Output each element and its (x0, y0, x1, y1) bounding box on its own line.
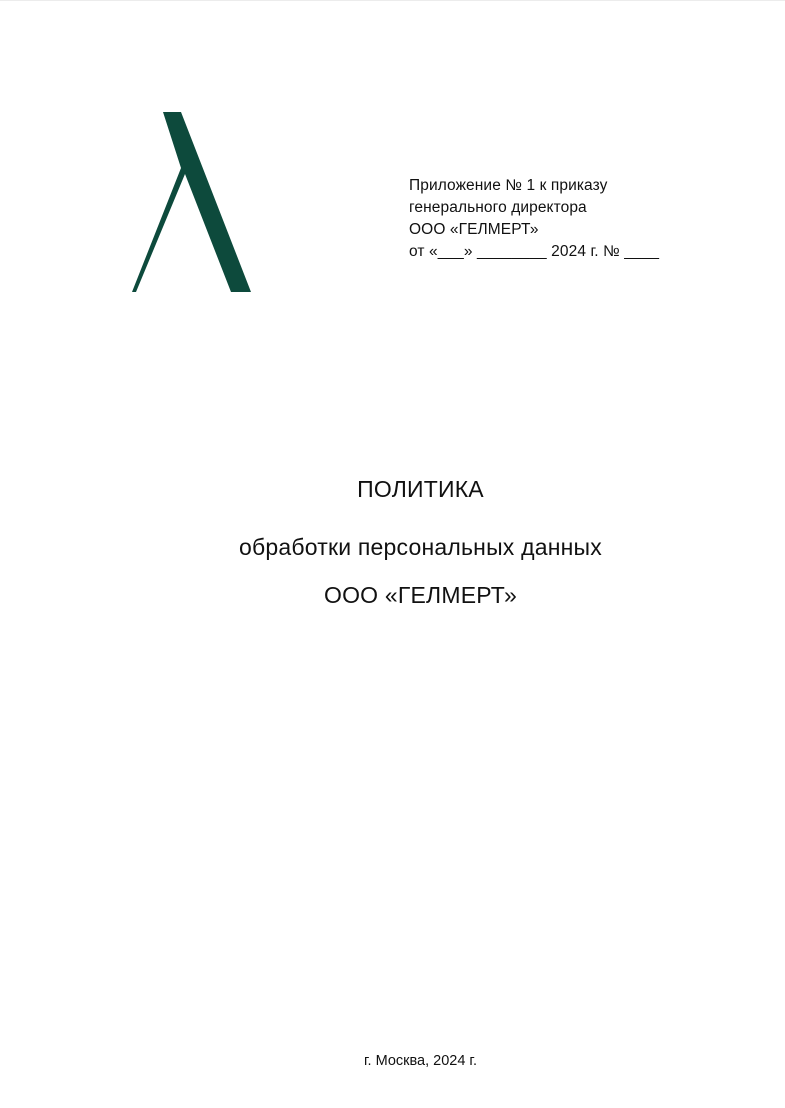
appendix-line: от «___» ________ 2024 г. № ____ (409, 243, 660, 260)
place-date-footer (0, 1051, 785, 1071)
title-subheading: обработки персональных данных (239, 534, 602, 560)
page-top-edge (0, 0, 785, 1)
place-date-text: г. Москва, 2024 г. (364, 1053, 477, 1069)
document-title (0, 474, 785, 610)
title-company: ООО «ГЕЛМЕРТ» (324, 582, 517, 608)
appendix-line: Приложение № 1 к приказу (409, 177, 608, 194)
appendix-line: генерального директора (409, 199, 587, 216)
appendix-line: ООО «ГЕЛМЕРТ» (409, 221, 539, 238)
lambda-logo-icon (130, 112, 252, 294)
appendix-reference (409, 175, 729, 263)
title-heading: ПОЛИТИКА (357, 476, 484, 502)
